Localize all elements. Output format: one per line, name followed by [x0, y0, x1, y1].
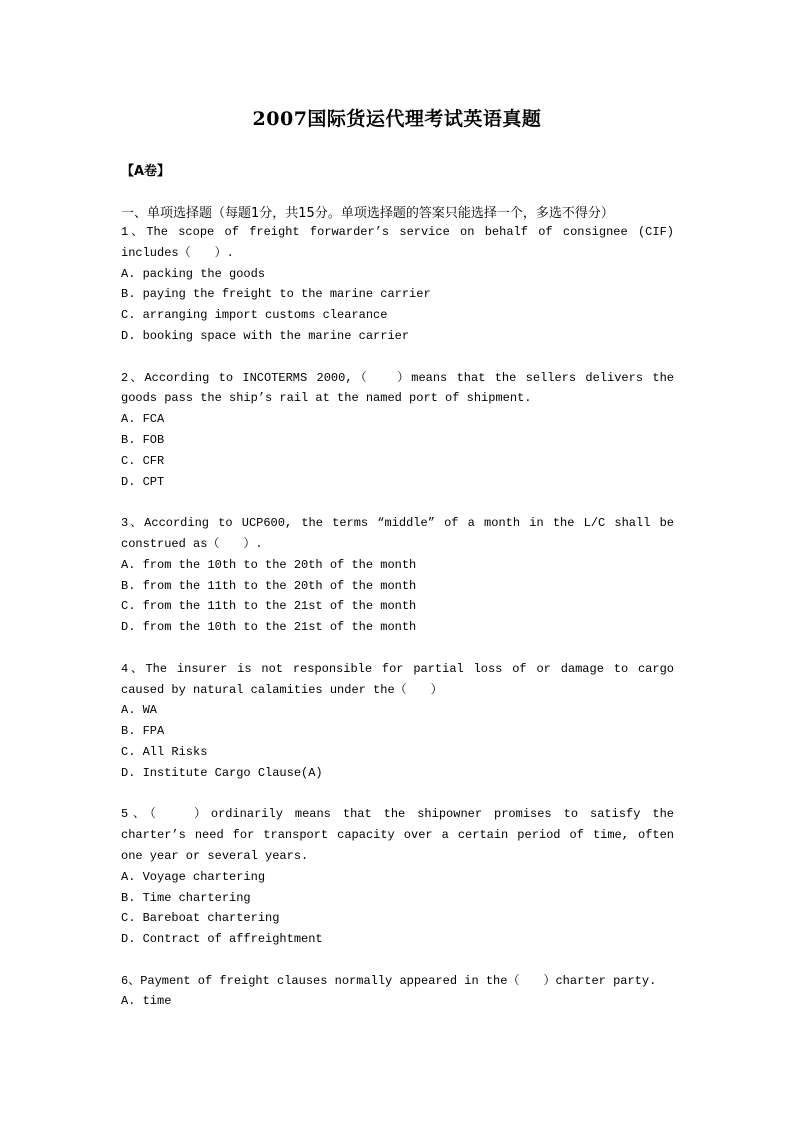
question-stem: 1、The scope of freight forwarder’s service on behalf of consignee (CIF) includes（ ）. [121, 225, 674, 260]
option-d: D. booking space with the marine carrier [121, 328, 410, 343]
question-list [121, 222, 674, 1033]
option-a: A. packing the goods [121, 266, 266, 281]
question-5 [121, 804, 674, 950]
option-a: A. FCA [121, 412, 165, 427]
option-a: A. WA [121, 703, 158, 718]
option-a: A. time [121, 994, 172, 1009]
question-4 [121, 659, 674, 784]
option-b: B. Time chartering [121, 890, 251, 905]
option-c: C. Bareboat chartering [121, 911, 280, 926]
option-d: D. CPT [121, 474, 165, 489]
option-c: C. from the 11th to the 21st of the month [121, 599, 417, 614]
question-1 [121, 222, 674, 347]
option-d: D. Contract of affreightment [121, 932, 323, 947]
question-2 [121, 368, 674, 493]
question-stem: 5、（ ）ordinarily means that the shipowner promises to satisfy the charter’s need for transport capacity over a certain period of time, often one year or several years. [121, 807, 674, 863]
option-a: A. from the 10th to the 20th of the month [121, 557, 417, 572]
option-c: C. arranging import customs clearance [121, 308, 388, 323]
option-b: B. paying the freight to the marine carrier [121, 287, 431, 302]
option-c: C. CFR [121, 453, 165, 468]
question-stem: 4、The insurer is not responsible for partial loss of or damage to cargo caused by natural calamities under the（ ） [121, 661, 674, 697]
question-stem: 2、According to INCOTERMS 2000,（ ）means that the sellers delivers the goods pass the ship’s rail at the named port of shipment. [121, 370, 674, 406]
section-heading: 一、单项选择题（每题1分，共15分。单项选择题的答案只能选择一个，多选不得分） [121, 206, 614, 221]
paper-label: 【A卷】 [121, 164, 171, 179]
option-b: B. FOB [121, 432, 165, 447]
option-c: C. All Risks [121, 744, 208, 759]
option-b: B. FPA [121, 724, 165, 739]
option-a: A. Voyage chartering [121, 869, 266, 884]
question-stem: 6、Payment of freight clauses normally appeared in the（ ）charter party. [121, 973, 657, 988]
question-6 [121, 971, 674, 1013]
option-b: B. from the 11th to the 20th of the month [121, 578, 417, 593]
option-d: D. Institute Cargo Clause(A) [121, 765, 323, 780]
question-3 [121, 513, 674, 638]
question-stem: 3、According to UCP600, the terms “middle” of a month in the L/C shall be construed as（ ）. [121, 516, 674, 551]
document-title: 2007国际货运代理考试英语真题 [252, 108, 542, 130]
option-d: D. from the 10th to the 21st of the month [121, 620, 417, 635]
